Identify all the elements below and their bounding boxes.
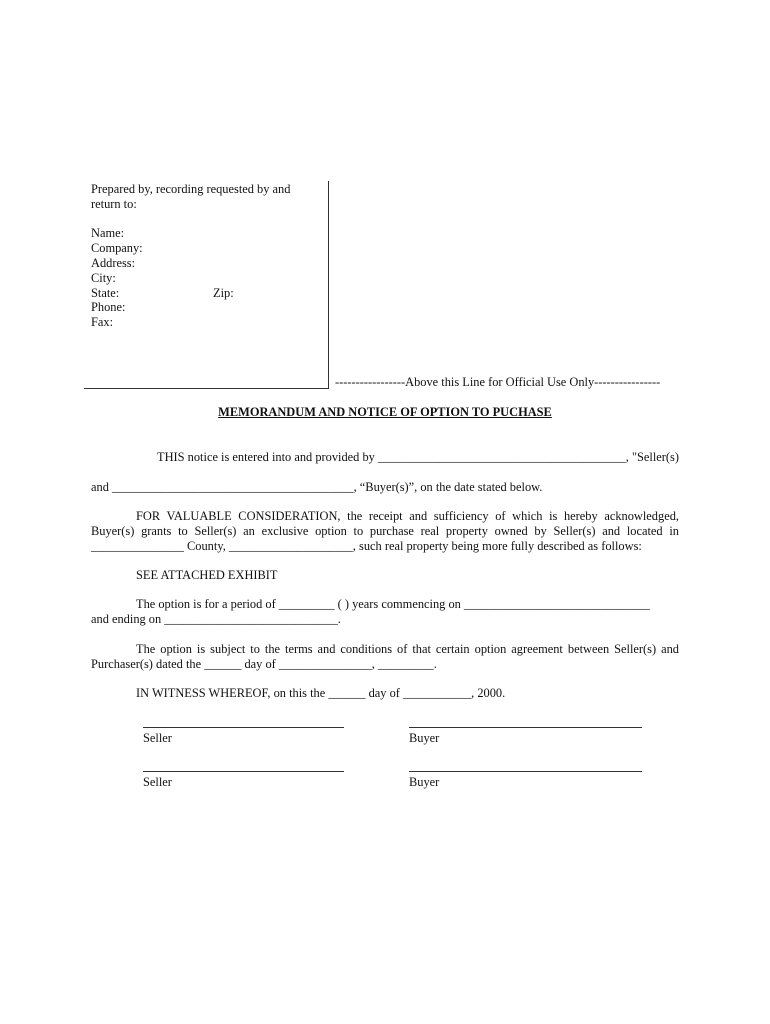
- paragraph-option-period: [91, 597, 679, 627]
- recording-area-divider: [328, 181, 329, 388]
- option-period-line1: The option is for a period of _________ ( ) years commencing on ______________________________: [136, 597, 650, 611]
- paragraph-terms: [91, 642, 679, 672]
- zip-label: Zip:: [213, 285, 234, 300]
- seller-signature-line-2: [143, 771, 344, 772]
- name-label: Name:: [91, 226, 125, 241]
- witness-line: IN WITNESS WHEREOF, on this the ______ day of ___________, 2000.: [136, 686, 506, 700]
- buyer-signature-line-1: [409, 727, 642, 728]
- parties-line2: and _______________________________________, “Buyer(s)”, on the date stated below.: [91, 480, 543, 494]
- option-period-line2: and ending on ____________________________.: [91, 612, 341, 626]
- buyer-signature-line-2: [409, 771, 642, 772]
- return-block-underline: [84, 388, 329, 389]
- buyer-label-2: Buyer: [409, 775, 440, 789]
- seller-signature-line-1: [143, 727, 344, 728]
- state-label: State:: [91, 285, 120, 300]
- official-use-line: -----------------Above this Line for Official Use Only----------------: [335, 375, 661, 389]
- consideration-line1: FOR VALUABLE CONSIDERATION, the receipt and sufficiency of which is hereby acknowledged,: [136, 509, 679, 523]
- document-title: MEMORANDUM AND NOTICE OF OPTION TO PUCHASE: [218, 405, 552, 419]
- parties-line1: THIS notice is entered into and provided by ________________________________________, "Seller(s): [157, 450, 679, 464]
- consideration-line3: _______________ County, ____________________, such real property being more fully described as follows:: [91, 539, 642, 553]
- paragraph-parties: [91, 450, 679, 495]
- seller-label-2: Seller: [143, 775, 172, 789]
- city-label: City:: [91, 270, 116, 285]
- return-to-block: [91, 182, 327, 330]
- prepared-by-line1: Prepared by, recording requested by and: [91, 182, 291, 196]
- terms-line1: The option is subject to the terms and conditions of that certain option agreement between Seller(s) and: [136, 642, 679, 656]
- address-label: Address:: [91, 255, 136, 270]
- exhibit-reference: SEE ATTACHED EXHIBIT: [136, 568, 278, 582]
- seller-label-1: Seller: [143, 731, 172, 745]
- company-label: Company:: [91, 241, 143, 256]
- prepared-by-line2: return to:: [91, 196, 137, 211]
- fax-label: Fax:: [91, 315, 114, 330]
- phone-label: Phone:: [91, 300, 126, 315]
- consideration-line2: Buyer(s) grants to Seller(s) an exclusive option to purchase real property owned by Seller(s) and located in: [91, 524, 679, 538]
- buyer-label-1: Buyer: [409, 731, 440, 745]
- paragraph-consideration: [91, 509, 679, 554]
- terms-line2: Purchaser(s) dated the ______ day of _______________, _________.: [91, 657, 437, 671]
